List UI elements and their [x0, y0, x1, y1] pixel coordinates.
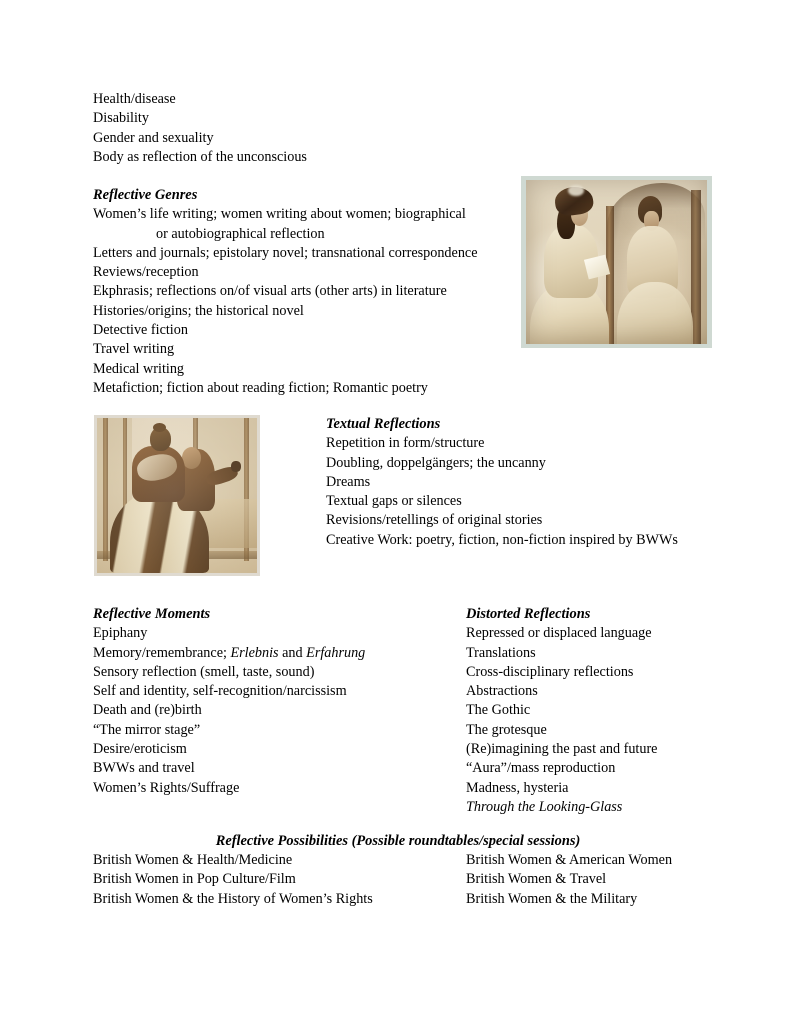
list-item: Sensory reflection (smell, taste, sound) [93, 663, 315, 680]
list-item: The grotesque [466, 721, 547, 738]
list-item: Body as reflection of the unconscious [93, 148, 307, 165]
list-item: Repressed or displaced language [466, 625, 652, 642]
list-item: Abstractions [466, 683, 538, 700]
list-item: Death and (re)birth [93, 702, 202, 719]
item-prefix: Memory/remembrance; [93, 644, 231, 661]
list-item-title: Through the Looking-Glass [466, 798, 623, 815]
item-middle: and [278, 644, 307, 661]
window-painting-content [97, 418, 257, 573]
section-reflective-moments [93, 605, 453, 798]
list-item: Self and identity, self-recognition/narcissism [93, 683, 347, 700]
list-item: Revisions/retellings of original stories [326, 512, 543, 529]
section-reflective-genres [93, 186, 513, 398]
section-textual-reflections [326, 415, 726, 550]
list-item: Gender and sexuality [93, 129, 214, 146]
list-item: BWWs and travel [93, 760, 195, 777]
list-item: Ekphrasis; reflections on/of visual arts (other arts) in literature [93, 283, 447, 300]
painting-sepia-wash [97, 418, 257, 573]
list-item: Creative Work: poetry, fiction, non-fiction inspired by BWWs [326, 531, 678, 548]
mirror-photograph-content [526, 180, 707, 344]
list-item: Women’s life writing; women writing about women; biographical [93, 206, 466, 223]
list-item: Repetition in form/structure [326, 435, 485, 452]
list-item: Women’s Rights/Suffrage [93, 779, 240, 796]
list-item: “The mirror stage” [93, 721, 201, 738]
list-item: “Aura”/mass reproduction [466, 760, 616, 777]
list-item: British Women & Health/Medicine [93, 852, 293, 868]
list-item: Health/disease [93, 91, 176, 107]
top-topic-list [93, 90, 513, 167]
list-item: Textual gaps or silences [326, 493, 462, 510]
list-item: British Women & Travel [466, 871, 607, 888]
photo-vignette [526, 180, 707, 344]
list-item: Desire/eroticism [93, 741, 187, 758]
mirror-photograph [521, 176, 712, 348]
list-item: British Women in Pop Culture/Film [93, 871, 296, 888]
list-item: Madness, hysteria [466, 779, 569, 796]
list-item: British Women & the Military [466, 890, 638, 907]
list-item: Doubling, doppelgängers; the uncanny [326, 454, 546, 471]
section-heading: Reflective Moments [93, 606, 211, 622]
list-item: Cross-disciplinary reflections [466, 663, 634, 680]
list-item: Reviews/reception [93, 264, 199, 281]
list-item: Travel writing [93, 341, 175, 358]
section-distorted-reflections [466, 605, 776, 817]
list-item-continuation: or autobiographical reflection [156, 225, 325, 242]
section-heading: Textual Reflections [326, 416, 441, 432]
list-item: Medical writing [93, 360, 185, 377]
item-term-erfahrung: Erfahrung [306, 644, 366, 661]
list-item: The Gothic [466, 702, 531, 719]
item-term-erlebnis: Erlebnis [230, 644, 279, 661]
list-item: British Women & American Women [466, 852, 673, 868]
section-reflective-possibilities [93, 832, 703, 851]
list-item: British Women & the History of Women’s Rights [93, 890, 373, 907]
list-item: Translations [466, 644, 536, 661]
list-item: Dreams [326, 473, 371, 490]
list-item: Letters and journals; epistolary novel; transnational correspondence [93, 244, 478, 261]
section-heading: Distorted Reflections [466, 606, 591, 622]
list-item: Metafiction; fiction about reading fiction; Romantic poetry [93, 379, 428, 396]
section-heading: Reflective Possibilities (Possible roundtables/special sessions) [215, 833, 581, 849]
section-heading: Reflective Genres [93, 187, 198, 203]
possibilities-right-column [466, 851, 776, 909]
possibilities-left-column [93, 851, 453, 909]
list-item: Epiphany [93, 625, 148, 642]
list-item: (Re)imagining the past and future [466, 741, 658, 758]
list-item [93, 644, 453, 663]
list-item: Histories/origins; the historical novel [93, 302, 304, 319]
list-item: Detective fiction [93, 322, 188, 339]
window-painting [94, 415, 260, 576]
list-item: Disability [93, 110, 149, 127]
